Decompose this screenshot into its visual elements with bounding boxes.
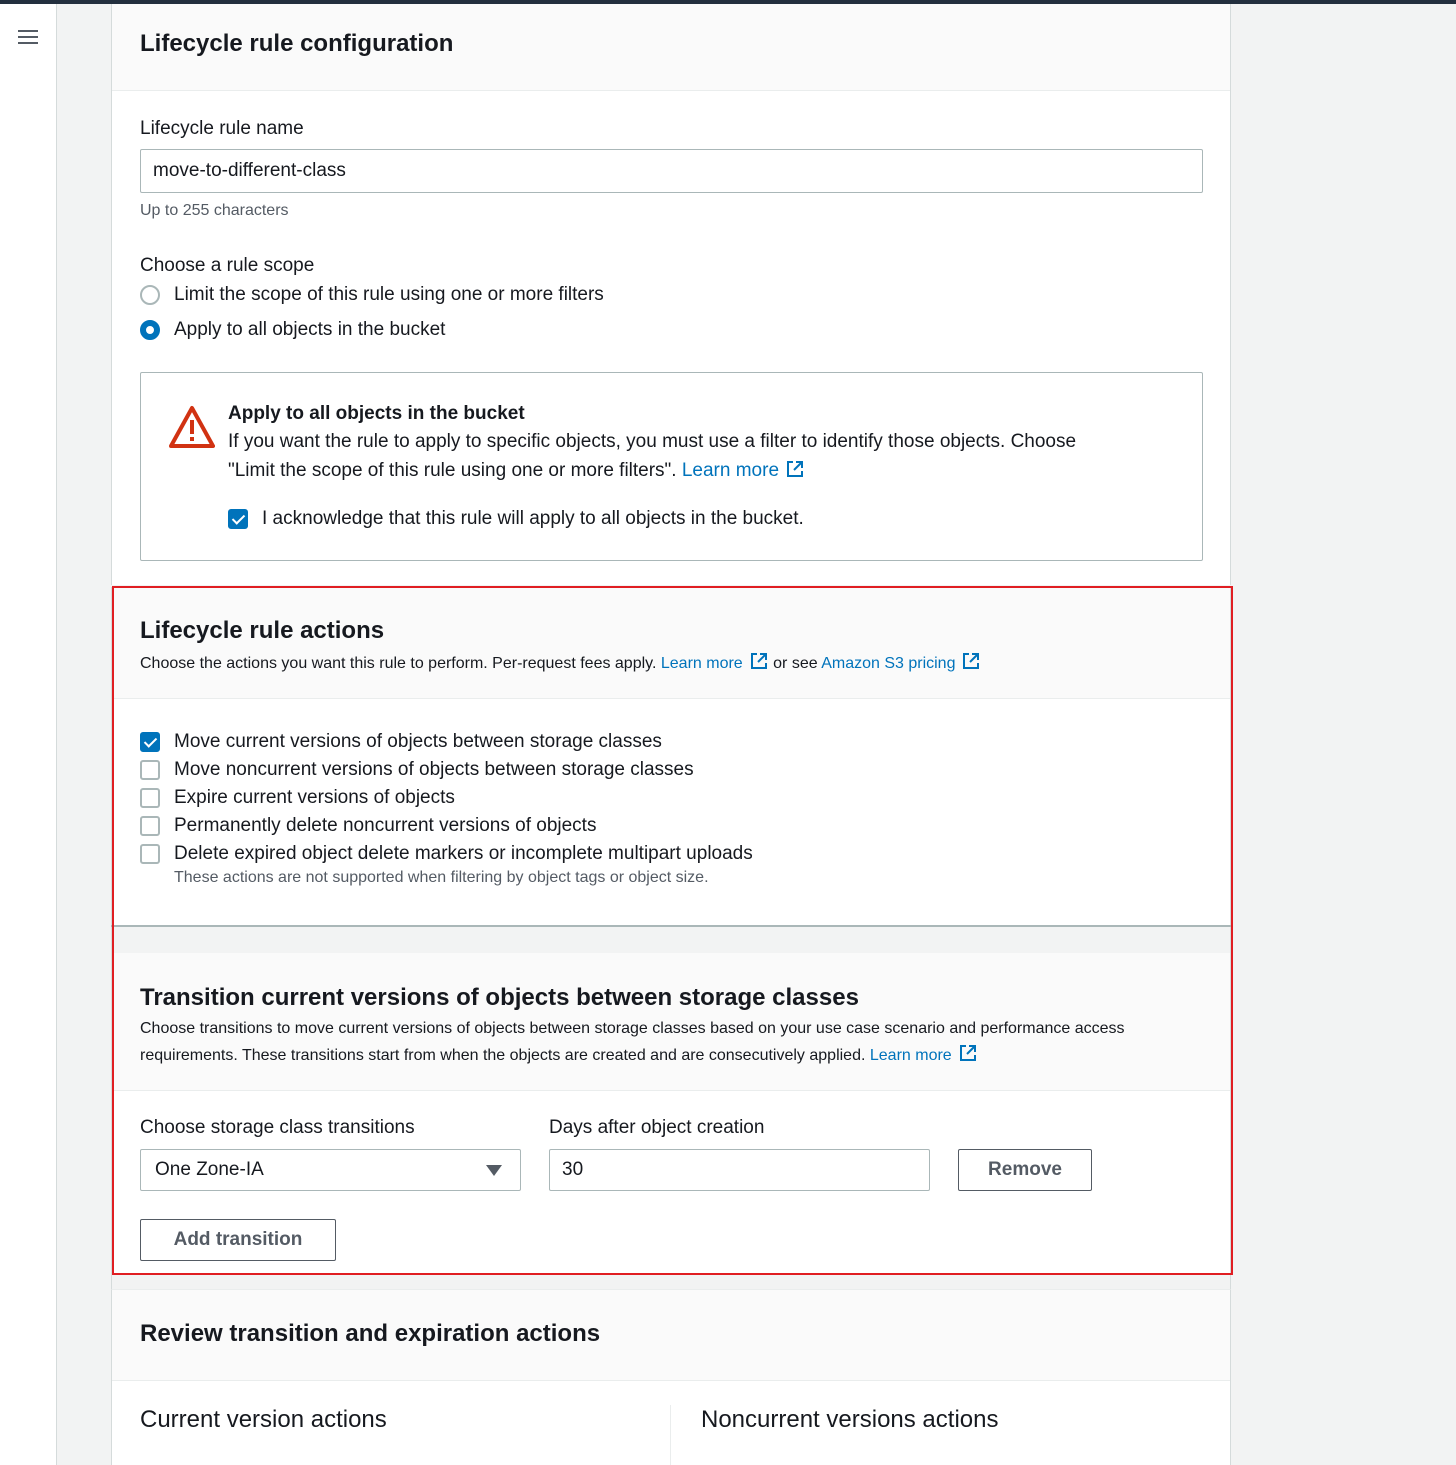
action-option-delete-markers[interactable] <box>140 842 753 866</box>
review-panel <box>111 1289 1231 1465</box>
delete-noncurrent-label: Permanently delete noncurrent versions of objects <box>174 815 597 836</box>
actions-header <box>112 587 1230 699</box>
remove-transition-button[interactable]: Remove <box>958 1149 1092 1191</box>
actions-description: Choose the actions you want this rule to perform. Per-request fees apply. <box>140 655 657 672</box>
move-current-label: Move current versions of objects between storage classes <box>174 731 662 752</box>
acknowledge-checkbox[interactable] <box>228 509 248 529</box>
move-noncurrent-label: Move noncurrent versions of objects between storage classes <box>174 759 694 780</box>
caret-down-icon <box>486 1165 502 1176</box>
transition-header <box>112 953 1230 1091</box>
transition-title: Transition current versions of objects between storage classes <box>140 984 859 1011</box>
transition-desc-line2-wrap <box>140 1043 978 1065</box>
action-option-move-noncurrent[interactable] <box>140 758 694 782</box>
alert-body-line2-wrap <box>228 459 805 482</box>
action-option-delete-noncurrent[interactable] <box>140 814 596 838</box>
storage-class-value: One Zone-IA <box>155 1159 264 1180</box>
alert-body-line2: "Limit the scope of this rule using one or more filters". <box>228 460 677 481</box>
transition-desc-line2: requirements. These transitions start from when the objects are created and are consecutively applied. <box>140 1047 866 1064</box>
alert-body-line1: If you want the rule to apply to specific objects, you must use a filter to identify those objects. Choose <box>228 431 1077 452</box>
review-column-divider <box>670 1405 671 1465</box>
scope-option-all[interactable] <box>140 318 445 342</box>
current-version-heading: Current version actions <box>140 1406 387 1433</box>
alert-learn-more-link[interactable] <box>682 460 805 481</box>
transition-desc-line1: Choose transitions to move current versions of objects between storage classes based on your use case scenario and performance access <box>140 1020 1125 1037</box>
alert-title: Apply to all objects in the bucket <box>228 403 525 424</box>
add-transition-button[interactable]: Add transition <box>140 1219 336 1261</box>
transition-learn-more-link[interactable] <box>870 1047 978 1064</box>
scope-warning-alert <box>140 372 1203 561</box>
acknowledge-row[interactable] <box>228 507 804 531</box>
expire-current-checkbox[interactable] <box>140 788 160 808</box>
rule-name-label: Lifecycle rule name <box>140 118 304 139</box>
external-link-icon <box>749 651 769 671</box>
pricing-link-text: Amazon S3 pricing <box>821 655 956 672</box>
days-label: Days after object creation <box>549 1117 765 1138</box>
scope-all-label: Apply to all objects in the bucket <box>174 319 446 340</box>
actions-learn-more-link[interactable] <box>661 655 769 672</box>
delete-markers-label: Delete expired object delete markers or incomplete multipart uploads <box>174 843 753 864</box>
action-option-expire-current[interactable] <box>140 786 455 810</box>
warning-triangle-icon <box>169 405 215 449</box>
scope-label: Choose a rule scope <box>140 255 315 276</box>
scope-all-radio[interactable] <box>140 320 160 340</box>
delete-markers-checkbox[interactable] <box>140 844 160 864</box>
rule-name-input[interactable] <box>140 149 1203 193</box>
config-header <box>112 4 1230 91</box>
side-navigation-rail <box>0 4 57 1465</box>
external-link-icon <box>785 459 805 479</box>
rule-name-hint: Up to 255 characters <box>140 202 289 219</box>
move-noncurrent-checkbox[interactable] <box>140 760 160 780</box>
scope-filters-radio[interactable] <box>140 285 160 305</box>
transition-learn-more-text: Learn more <box>869 1047 952 1064</box>
expire-current-label: Expire current versions of objects <box>174 787 455 808</box>
delete-noncurrent-checkbox[interactable] <box>140 816 160 836</box>
move-current-checkbox[interactable] <box>140 732 160 752</box>
actions-note: These actions are not supported when filtering by object tags or object size. <box>174 869 709 886</box>
hamburger-menu-icon[interactable] <box>16 26 40 48</box>
actions-learn-more-text: Learn more <box>660 655 743 672</box>
noncurrent-version-heading: Noncurrent versions actions <box>701 1406 999 1433</box>
scope-filters-label: Limit the scope of this rule using one or more filters <box>174 284 604 305</box>
scope-option-filters[interactable] <box>140 283 604 307</box>
actions-title: Lifecycle rule actions <box>140 617 385 644</box>
pricing-link[interactable] <box>821 655 981 672</box>
or-see-text: or see <box>773 655 818 672</box>
section-gap-2 <box>111 1275 1231 1289</box>
alert-learn-more-text: Learn more <box>681 460 780 481</box>
config-panel <box>111 4 1231 585</box>
external-link-icon <box>961 651 981 671</box>
storage-class-label: Choose storage class transitions <box>140 1117 415 1138</box>
section-gap <box>111 927 1231 953</box>
config-title: Lifecycle rule configuration <box>140 30 454 57</box>
transition-panel <box>111 953 1231 1275</box>
review-header <box>112 1290 1230 1381</box>
acknowledge-label: I acknowledge that this rule will apply to all objects in the bucket. <box>262 508 804 529</box>
review-title: Review transition and expiration actions <box>140 1320 601 1347</box>
actions-panel <box>111 587 1231 925</box>
right-gutter <box>1231 4 1456 1465</box>
external-link-icon <box>958 1043 978 1063</box>
storage-class-select[interactable] <box>140 1149 521 1191</box>
days-input[interactable] <box>549 1149 930 1191</box>
actions-description-wrap <box>140 651 981 673</box>
action-option-move-current[interactable] <box>140 730 662 754</box>
